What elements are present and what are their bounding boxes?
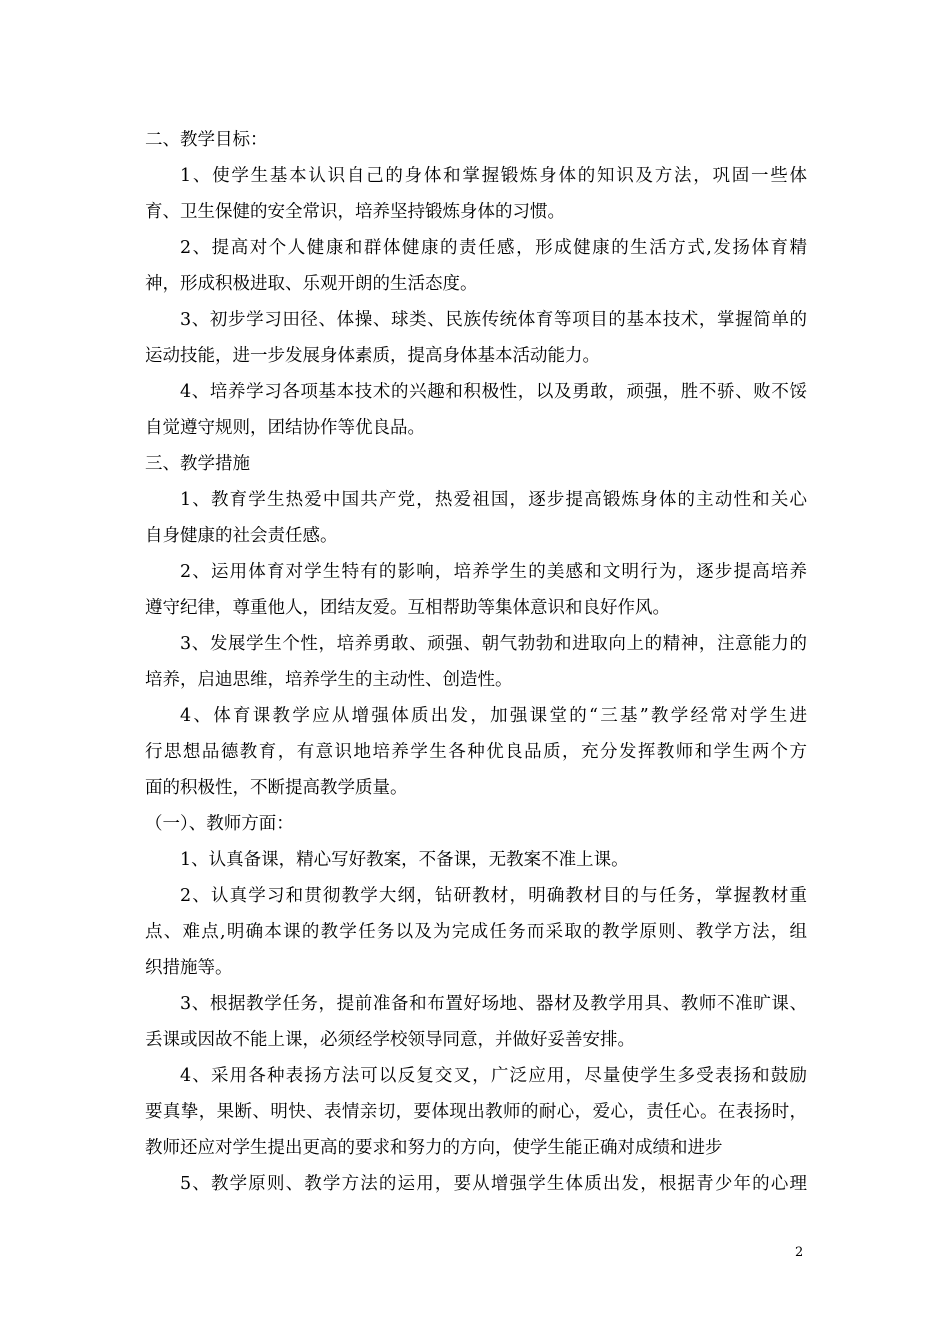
text-line: 丢课或因故不能上课，必须经学校领导同意，并做好妥善安排。 [145,1030,635,1050]
text-line: 面的积极性，不断提高教学质量。 [145,778,408,798]
text-line: 4、体育课教学应从增强体质出发，加强课堂的“三基”教学经常对学生进 [180,706,807,726]
text-line: 自身健康的社会责任感。 [145,526,338,546]
text-line: 点、难点,明确本课的教学任务以及为完成任务而采取的教学原则、教学方法，组 [145,922,807,942]
text-line: 要真挚，果断、明快、表情亲切，要体现出教师的耐心，爱心，责任心。在表扬时， [145,1102,807,1122]
text-line: 2、运用体育对学生特有的影响，培养学生的美感和文明行为，逐步提高培养 [180,562,807,582]
text-line: 教师还应对学生提出更高的要求和努力的方向，使学生能正确对成绩和进步 [145,1138,723,1158]
document-body [145,122,807,1202]
text-line: 神，形成积极进取、乐观开朗的生活态度。 [145,274,478,294]
text-line: 自觉遵守规则，团结协作等优良品。 [145,418,425,438]
text-line: 1、认真备课，精心写好教案，不备课，无教案不准上课。 [180,850,629,870]
text-line: 1、使学生基本认识自己的身体和掌握锻炼身体的知识及方法，巩固一些体 [180,166,807,186]
text-line: 行思想品德教育，有意识地培养学生各种优良品质，充分发挥教师和学生两个方 [145,742,807,762]
text-line: 1、教育学生热爱中国共产党，热爱祖国，逐步提高锻炼身体的主动性和关心 [180,490,807,510]
text-line: 培养，启迪思维，培养学生的主动性、创造性。 [145,670,513,690]
text-line: 育、卫生保健的安全常识，培养坚持锻炼身体的习惯。 [145,202,565,222]
text-line: 4、采用各种表扬方法可以反复交叉，广泛应用，尽量使学生多受表扬和鼓励 [180,1066,807,1086]
text-line: 4、培养学习各项基本技术的兴趣和积极性，以及勇敢，顽强，胜不骄、败不馁 [180,382,807,402]
text-line: 5、教学原则、教学方法的运用，要从增强学生体质出发，根据青少年的心理 [180,1174,807,1194]
text-line: 遵守纪律，尊重他人，团结友爱。互相帮助等集体意识和良好作风。 [145,598,670,618]
text-line: 2、认真学习和贯彻教学大纲，钻研教材，明确教材目的与任务，掌握教材重 [180,886,807,906]
text-line: 3、根据教学任务，提前准备和布置好场地、器材及教学用具、教师不准旷课、 [180,994,807,1014]
text-line: 3、发展学生个性，培养勇敢、顽强、朝气勃勃和进取向上的精神，注意能力的 [180,634,807,654]
text-line: 三、教学措施 [145,454,250,474]
text-line: 2、提高对个人健康和群体健康的责任感，形成健康的生活方式,发扬体育精 [180,238,807,258]
page-number: 2 [795,1245,804,1260]
text-line: 织措施等。 [145,958,233,978]
text-line: 运动技能，进一步发展身体素质，提高身体基本活动能力。 [145,346,600,366]
text-line: 3、初步学习田径、体操、球类、民族传统体育等项目的基本技术，掌握简单的 [180,310,807,330]
text-line: （一）、教师方面： [145,814,294,834]
text-line: 二、教学目标： [145,130,268,150]
